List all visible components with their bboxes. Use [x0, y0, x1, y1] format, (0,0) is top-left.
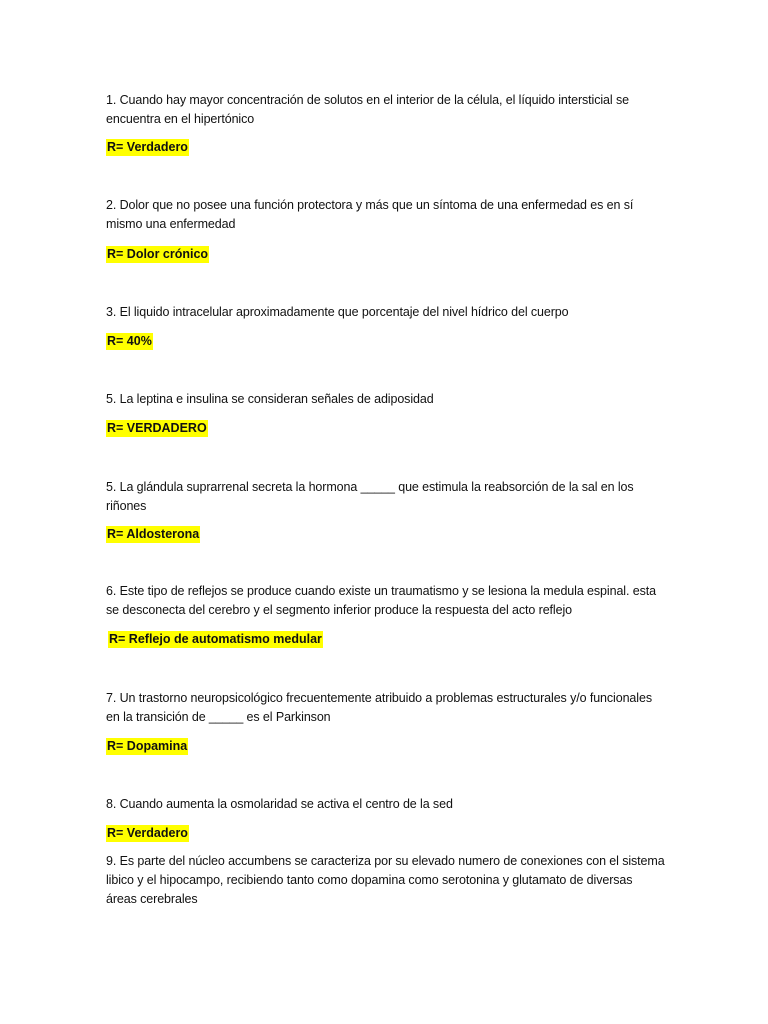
question-3: 3. El liquido intracelular aproximadamente que porcentaje del nivel hídrico del cuerpo — [106, 305, 569, 319]
answer-2: R= Dolor crónico — [107, 247, 209, 261]
answer-8: R= Verdadero — [107, 826, 188, 840]
answer-7: R= Dopamina — [107, 739, 188, 753]
answer-6: R= Reflejo de automatismo medular — [109, 632, 322, 646]
answer-1: R= Verdadero — [107, 140, 188, 154]
question-5: 5. La glándula suprarrenal secreta la hormona _____ que estimula la reabsorción de la sal en los riñones — [106, 480, 634, 513]
answer-4: R= VERDADERO — [107, 421, 207, 435]
question-2: 2. Dolor que no posee una función protectora y más que un síntoma de una enfermedad es en sí mismo una enfermedad — [106, 198, 634, 231]
question-7: 7. Un trastorno neuropsicológico frecuentemente atribuido a problemas estructurales y/o funcionales en la transición de _____ es el Parkinson — [106, 691, 652, 724]
question-8: 8. Cuando aumenta la osmolaridad se activa el centro de la sed — [106, 797, 453, 811]
answer-5: R= Aldosterona — [107, 527, 200, 541]
question-4: 5. La leptina e insulina se consideran señales de adiposidad — [106, 392, 434, 406]
answer-3: R= 40% — [107, 334, 152, 348]
question-6: 6. Este tipo de reflejos se produce cuando existe un traumatismo y se lesiona la medula espinal. esta se desconecta del cerebro y el segmento inferior produce la respuesta del acto reflejo — [106, 584, 656, 617]
question-9: 9. Es parte del núcleo accumbens se caracteriza por su elevado numero de conexiones con el sistema libico y el hipocampo, recibiendo tanto como dopamina como serotonina y glutamato de diversas áreas cerebrales — [106, 854, 665, 906]
question-1: 1. Cuando hay mayor concentración de solutos en el interior de la célula, el líquido intersticial se encuentra en el hipertónico — [106, 93, 629, 126]
